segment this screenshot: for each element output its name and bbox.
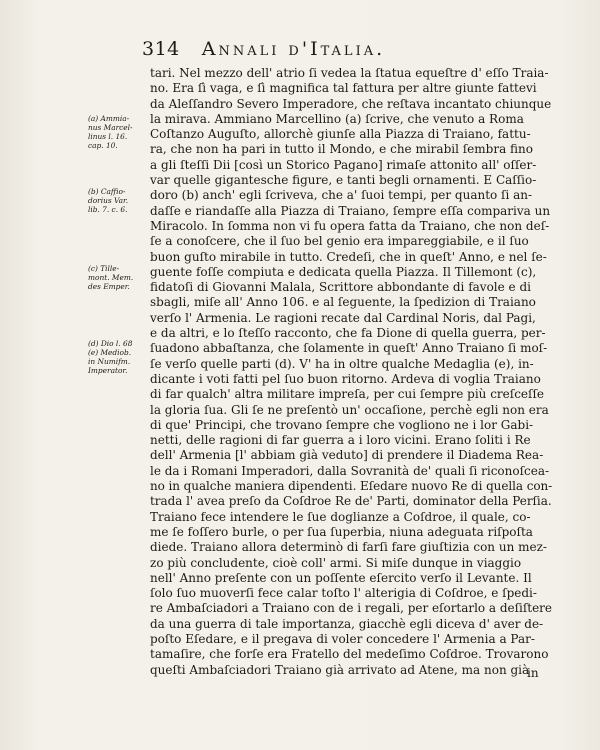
text-line: no. Era ſì vaga, e ſì magnifica tal fattura per altre giunte fattevi: [150, 81, 537, 96]
text-line: no in qualche maniera dipendenti. Eſedare nuovo Re di quella con-: [150, 479, 552, 494]
margin-note-line: (a) Ammia-: [88, 114, 130, 123]
catchword: in: [527, 666, 539, 680]
page-number: 314: [142, 38, 180, 60]
text-line: di far qualch' altra militare impreſa, per cui ſempre più creſceſſe: [150, 387, 545, 402]
text-line: doro (b) anch' egli ſcriveva, che a' ſuoi tempi, per quanto ſi an-: [150, 188, 533, 203]
text-line: a gli ſteſſi Dii [così un Storico Pagano] rimaſe attonito all' oſſer-: [150, 157, 537, 172]
text-line: sbagli, miſe all' Anno 106. e al ſeguente, la ſpedizion di Traiano: [150, 295, 536, 310]
text-line: ſe a conoſcere, che il ſuo bel genio era impareggiabile, e il ſuo: [150, 234, 529, 249]
text-line: zo più concludente, cioè coll' armi. Si miſe dunque in viaggio: [150, 555, 522, 570]
text-line: trada l' avea preſo da Coſdroe Re de' Parti, dominator della Perſia.: [150, 494, 552, 509]
text-line: ſolo ſuo muoverſi fece calar toſto l' alterigia di Coſdroe, e ſpedi-: [150, 586, 537, 601]
margin-note-line: Imperator.: [88, 366, 128, 375]
text-line: da una guerra di tale importanza, giacchè egli diceva d' aver de-: [150, 616, 544, 631]
margin-note-b: [88, 187, 152, 214]
text-line: daſſe e riandaſſe alla Piazza di Traiano, ſempre eſſa compariva un: [150, 203, 551, 218]
text-line: ſuadono abbaſtanza, che ſolamente in queſt' Anno Traiano ſi moſ-: [150, 341, 548, 356]
text-line: buon guſto mirabile in tutto. Credeſi, che in queſt' Anno, e nel ſe-: [150, 249, 547, 264]
text-line: diede. Traiano allora determinò di farſi fare giuſtizia con un mez-: [150, 540, 547, 555]
text-line: da Aleſſandro Severo Imperadore, che reſtava incantato chiunque: [150, 96, 552, 111]
text-line: var quelle gigantesche figure, e tanti begli ornamenti. E Caſſio-: [150, 173, 537, 188]
margin-note-line: (c) Tille-: [88, 264, 120, 273]
text-line: ra, che non ha pari in tutto il Mondo, e che mirabil ſembra fino: [150, 142, 534, 157]
margin-note-d-e: [88, 339, 152, 375]
margin-note-a: [88, 114, 152, 150]
margin-note-line: linus l. 16.: [88, 132, 128, 141]
margin-note-line: cap. 10.: [88, 141, 118, 150]
text-line: Traiano fece intendere le ſue doglianze a Coſdroe, il quale, co-: [150, 509, 531, 524]
text-line: queſti Ambaſciadori Traiano già arrivato ad Atene, ma non già: [150, 662, 530, 677]
margin-note-line: (e) Mediob.: [88, 348, 132, 357]
text-line: me ſe foſſero burle, o per ſua ſuperbia, niuna adeguata riſpoſta: [150, 524, 533, 539]
text-line: dicante i voti fatti pel ſuo buon ritorno. Ardeva di voglia Traiano: [150, 371, 541, 386]
text-line: Miracolo. In ſomma non vi fu opera fatta da Traiano, che non deſ-: [150, 218, 550, 233]
text-line: e da altri, e lo ſteſſo racconto, che fa Dione di quella guerra, per-: [150, 326, 546, 341]
text-line: dell' Armenia [l' abbiam già veduto] di prendere il Diadema Rea-: [150, 448, 544, 463]
margin-note-line: nus Marcel-: [88, 123, 133, 132]
text-line: Coſtanzo Auguſto, allorchè giunſe alla Piazza di Traiano, fattu-: [150, 127, 531, 142]
margin-note-line: in Numifm.: [88, 357, 131, 366]
text-line: la mirava. Ammiano Marcellino (a) ſcrive, che venuto a Roma: [150, 111, 524, 126]
text-line: la gloria ſua. Gli ſe ne preſentò un' occaſione, perchè egli non era: [150, 402, 549, 417]
text-line: di que' Principi, che trovano ſempre che vogliono ne i lor Gabi-: [150, 417, 534, 432]
text-line: netti, delle ragioni di far guerra a i loro vicini. Erano ſoliti i Re: [150, 433, 531, 448]
running-title: Annali d'Italia.: [201, 38, 386, 60]
text-line: re Ambaſciadori a Traiano con de i regali, per eſortarlo a deſiſtere: [150, 601, 552, 616]
margin-note-line: (b) Caffio-: [88, 187, 126, 196]
text-line: tari. Nel mezzo dell' atrio ſi vedea la ſtatua equeſtre d' eſſo Traia-: [150, 66, 549, 80]
margin-note-c: [88, 264, 152, 291]
text-line: verſo l' Armenia. Le ragioni recate dal Cardinal Noris, dal Pagi,: [150, 310, 536, 325]
text-line: tamaſire, che forſe era Fratello del medeſimo Coſdroe. Trovarono: [150, 647, 549, 662]
margin-note-line: dorius Var.: [88, 196, 129, 205]
body-text: [150, 66, 552, 678]
margin-note-line: des Emper.: [88, 282, 130, 291]
text-line: ſe verſo quelle parti (d). V' ha in oltre qualche Medaglia (e), in-: [150, 356, 534, 371]
text-line: guente foſſe compiuta e dedicata quella Piazza. Il Tillemont (c),: [150, 264, 537, 279]
text-line: poſto Eſedare, e il pregava di voler concedere l' Armenia a Par-: [150, 631, 535, 646]
text-line: le da i Romani Imperadori, dalla Sovranità de' quali ſi riconoſcea-: [150, 463, 550, 478]
margin-note-line: (d) Dio l. 68: [88, 339, 133, 348]
text-line: fidatoſi di Giovanni Malala, Scrittore abbondante di favole e di: [150, 280, 531, 295]
margin-note-line: lib. 7. c. 6.: [88, 205, 128, 214]
margin-note-line: mont. Mem.: [88, 273, 134, 282]
text-line: nell' Anno preſente con un poſſente eſercito verſo il Levante. Il: [150, 570, 532, 585]
page-header: [142, 38, 472, 60]
